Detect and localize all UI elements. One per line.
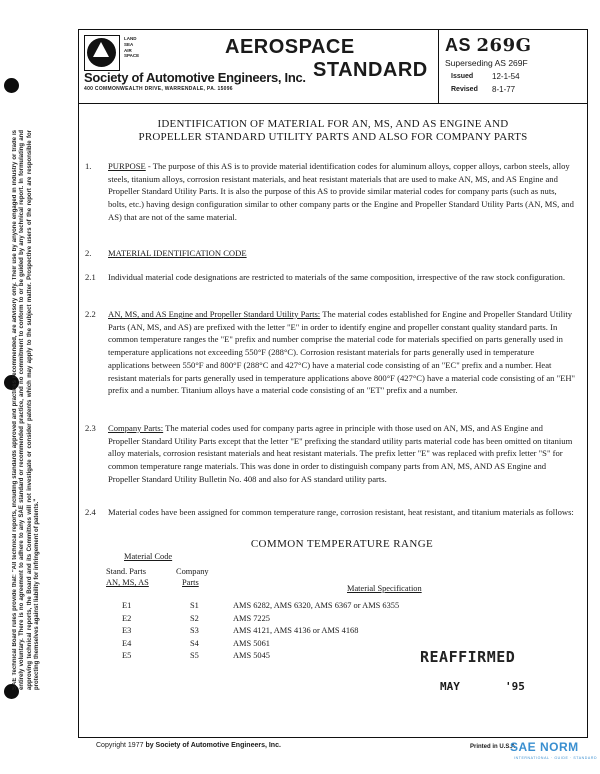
copyright xyxy=(96,742,281,749)
table-cell-spec: AMS 5061 xyxy=(233,638,270,648)
section-2-2-heading: AN, MS, and AS Engine and Propeller Standard Utility Parts: xyxy=(108,309,321,319)
col-spec-header: Material Specification xyxy=(347,584,422,593)
col-company-line1: Company xyxy=(176,567,209,576)
section-2-1-number: 2.1 xyxy=(85,272,96,282)
col-standard-line1: Stand. Parts xyxy=(106,567,147,576)
section-2-3-paragraph xyxy=(108,422,576,486)
logo-tagline-line: LAND xyxy=(124,36,137,41)
table-cell-spec: AMS 4121, AMS 4136 or AMS 4168 xyxy=(233,626,359,636)
sae-logo xyxy=(84,35,120,71)
section-2-2-paragraph xyxy=(108,308,576,397)
table-cell-spec: AMS 6282, AMS 6320, AMS 6367 or AMS 6355 xyxy=(233,601,400,610)
doc-type-aerospace: AEROSPACE xyxy=(225,36,355,58)
logo-tagline-line: SEA xyxy=(124,41,134,47)
table-cell-std: E2 xyxy=(122,613,132,623)
table-cell-spec: AMS 5045 xyxy=(233,651,270,661)
side-disclaimer-text: SAE Technical Board rules provide that: "All technical reports, including standards approved and practices recommended, are advisory only. Their use by anyone engaged in industry or trade is entirely voluntary. There is no agreement to adhere to any SAE standard or recommended practice, and no commitment to conform to or be guided by any technical report. In formulating and approving technical reports, the Board and its Committees will not investigate or consider patents which may apply to the subject matter. Prospective users of the report are responsible for protecting themselves against liability for infringement of patents." xyxy=(12,130,40,690)
table-heading: COMMON TEMPERATURE RANGE xyxy=(250,538,434,550)
as-prefix: AS xyxy=(445,35,472,55)
section-2-2-number: 2.2 xyxy=(85,309,96,319)
table-cell-std: E3 xyxy=(122,626,132,636)
section-2-4-text: Material codes have been assigned for common temperature range, corrosion resistant, heat resistant, and titanium materials as follows: xyxy=(108,507,574,517)
table-cell-co: S3 xyxy=(190,626,199,636)
copyright-year: Copyright 1977 xyxy=(96,742,144,749)
table-cell-co: S2 xyxy=(190,613,199,623)
col-standard-line2: AN, MS, AS xyxy=(106,578,149,587)
title-line: IDENTIFICATION OF MATERIAL FOR AN, MS, AND AS ENGINE AND xyxy=(157,118,509,130)
document-title xyxy=(90,118,576,144)
section-1-paragraph xyxy=(108,160,576,224)
issued-date: 12-1-54 xyxy=(492,72,520,81)
superseding: Superseding AS 269F xyxy=(445,58,528,68)
watermark: SAE NORM xyxy=(510,740,579,754)
section-2-number: 2. xyxy=(85,248,92,258)
material-code-label: Material Code xyxy=(124,552,173,561)
copyright-org: by Society of Automotive Engineers, Inc. xyxy=(145,742,281,749)
table-cell-co: S4 xyxy=(190,638,199,648)
section-2-heading: MATERIAL IDENTIFICATION CODE xyxy=(108,248,247,258)
section-2-1-text: Individual material code designations are restricted to materials of the same composition, irrespective of the raw stock configuration. xyxy=(108,272,565,282)
logo-tagline-line: AIR xyxy=(124,47,132,53)
section-1-number: 1. xyxy=(85,161,92,171)
table-cell-co: S5 xyxy=(190,651,199,661)
punch-hole-top xyxy=(4,78,19,93)
reaffirmed-stamp: REAFFIRMED xyxy=(420,648,516,666)
doc-type-standard: STANDARD xyxy=(313,59,428,81)
org-name: Society of Automotive Engineers, Inc. xyxy=(84,70,306,85)
stamp-month: MAY xyxy=(440,680,460,693)
printed-in: Printed in U.S.A. xyxy=(470,744,518,750)
table-cell-spec: AMS 7225 xyxy=(233,613,270,623)
title-line: PROPELLER STANDARD UTILITY PARTS AND ALSO FOR COMPANY PARTS xyxy=(138,131,528,143)
stamp-year: '95 xyxy=(505,680,525,693)
revised-label: Revised xyxy=(451,86,478,93)
section-2-2-text: The material codes established for Engine and Propeller Standard Utility Parts (AN, MS, and AS) are prefixed with the letter "E" in order to identify engine and propeller constant quality standard parts. In common temperature ranges the "E" prefix and number comprise the material code for materials specified on parts generally used in temperature applications not exceeding 550°F (288°C). Corrosion resistant materials for parts generally used in temperature applications between 550°F and 800°F (288°C and 427°C) have a material code consisting of an "EC" prefix and a number. Heat resistant materials for parts generally used in temperature applications above 800°F (427°C) have a material code consisting of an "EH" prefix and a number. Titanium alloys have a material code consisting of an "ET" prefix and a number. xyxy=(108,309,576,396)
issued-label: Issued xyxy=(451,73,474,80)
section-2-3-number: 2.3 xyxy=(85,423,96,433)
table-cell-std: E5 xyxy=(122,651,132,661)
side-disclaimer xyxy=(12,130,56,690)
logo-tagline-line: SPACE xyxy=(124,53,140,59)
section-2-3-text: The material codes used for company parts agree in principle with those used on AN, MS, and AS Engine and Propeller Standard Utility Parts except that the letter "E" prefixing the standard utility parts material code has been omitted on titanium alloy materials, corrosion resistant materials and heat resistant materials. The prefix letter "E" was replaced with prefix letter "S" for common temperature range materials. This was done in order to distinguish company parts from AN, MS, AND AS Engine and Propeller Standard Utility Bulletin No. 408 and also for AS standard utility parts. xyxy=(108,423,573,484)
col-company-line2: Parts xyxy=(182,578,199,587)
table-cell-std: E4 xyxy=(122,638,132,648)
section-2-3-heading: Company Parts: xyxy=(108,423,164,433)
table-cell-co: S1 xyxy=(190,601,199,610)
section-2-4-number: 2.4 xyxy=(85,507,96,517)
org-address: 400 COMMONWEALTH DRIVE, WARRENDALE, PA. 15096 xyxy=(84,86,233,92)
logo-tagline xyxy=(124,36,139,59)
logo-triangle-icon xyxy=(93,42,109,57)
section-1-text: - The purpose of this AS is to provide material identification codes for aluminum alloys, copper alloys, carbon steels, alloy steels, titanium alloys, corrosion resistant materials, and heat resistant materials that are used to make AN, MS, and AS Engine and Propeller Standard Utility Parts. It is also the purpose of this AS to provide similar material codes for company parts (such as nuts, bolts, etc.) having design configuration similar to other company parts or the Engine and Propeller Standard Utility Parts (AN, MS, and AS) that are not of the same material. xyxy=(108,161,574,222)
standard-number xyxy=(445,35,531,56)
table-cell-std: E1 xyxy=(122,601,132,610)
section-1-heading: PURPOSE xyxy=(108,161,146,171)
header-divider xyxy=(438,29,439,104)
watermark-subtitle: INTERNATIONAL · GUIDE · STANDARD xyxy=(514,756,598,760)
as-number: 269G xyxy=(476,35,532,56)
revised-date: 8-1-77 xyxy=(492,85,516,94)
